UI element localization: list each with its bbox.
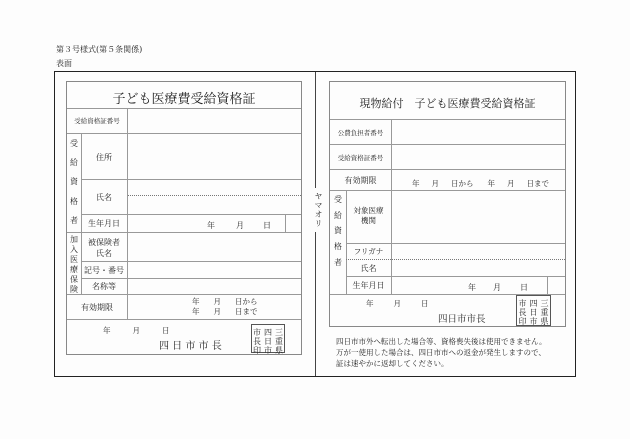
official-seal: 市 長 印 四 日 市 三 重 県 (516, 295, 551, 326)
fold-label: ヤマオリ (307, 188, 323, 232)
insurer-name-label: 名称等 (92, 282, 116, 291)
validity-range: 年 月 日から 年 月 日まで (412, 179, 549, 188)
furigana-label: フリガナ (353, 247, 384, 256)
name-field[interactable] (128, 180, 301, 213)
left-card (66, 81, 302, 355)
name-label: 氏名 (360, 264, 377, 273)
issuer: 四 日 市 市 長 (159, 341, 222, 352)
cert-number-label: 受給資格証番号 (337, 154, 384, 162)
dob-year: 年 (468, 283, 476, 292)
dob-month: 月 (493, 283, 501, 292)
name-field[interactable] (392, 260, 565, 276)
name-label: 氏名 (96, 193, 112, 202)
dob-day: 日 (263, 221, 271, 230)
validity-label: 有効期限 (344, 176, 377, 185)
cert-number-field[interactable] (392, 145, 565, 169)
dob-label: 生年月日 (352, 281, 385, 290)
form-number: 第３号様式(第５条関係) (56, 45, 143, 54)
insurer-name-field[interactable] (128, 279, 301, 294)
validity-from: 年 月 日から (192, 297, 258, 306)
address-field[interactable] (128, 134, 301, 178)
right-card-title: 現物給付 子ども医療費受給資格証 (359, 97, 536, 110)
symbol-number-field[interactable] (128, 262, 301, 278)
right-card (329, 81, 566, 327)
dob-month: 月 (236, 221, 244, 230)
recipient-group-label: 受 給 資 格 者 (334, 195, 342, 267)
cert-number-field[interactable] (128, 109, 301, 133)
validity-label: 有効期限 (81, 303, 113, 312)
address-label: 住所 (96, 153, 112, 162)
insured-name-label: 被保険者 氏名 (88, 238, 120, 258)
recipient-group-label: 受 給 資 格 者 (70, 139, 78, 225)
validity-to: 年 月 日まで (192, 307, 258, 316)
issuer: 四日市市長 (438, 314, 486, 325)
insured-name-field[interactable] (128, 233, 301, 261)
public-burden-field[interactable] (392, 120, 565, 144)
symbol-number-label: 記号・番号 (84, 266, 124, 275)
official-seal: 市 長 印 四 日 市 三 重 県 (251, 324, 285, 353)
issue-date: 年 月 日 (366, 299, 429, 308)
dob-day: 日 (520, 283, 528, 292)
furigana-field[interactable] (392, 244, 565, 259)
dob-year: 年 (207, 221, 215, 230)
insurance-group-label: 加 入 医 療 保 険 (70, 234, 78, 294)
dob-label: 生年月日 (88, 219, 120, 228)
public-burden-label: 公費負担者番号 (337, 129, 384, 137)
cert-number-label: 受給資格証番号 (74, 117, 120, 125)
left-card-title: 子ども医療費受給資格証 (112, 92, 256, 107)
side-label: 表面 (56, 59, 72, 68)
notice-text: 四日市市外へ転出した場合等、資格喪失後は使用できません。 万が一使用した場合は、四日市市への返金が発生しますので、 証は速やかに返却してください。 (336, 337, 547, 368)
medical-institution-label: 対象医療 機関 (353, 206, 384, 225)
issue-date: 年 月 日 (103, 326, 170, 335)
medical-institution-field[interactable] (392, 191, 565, 243)
